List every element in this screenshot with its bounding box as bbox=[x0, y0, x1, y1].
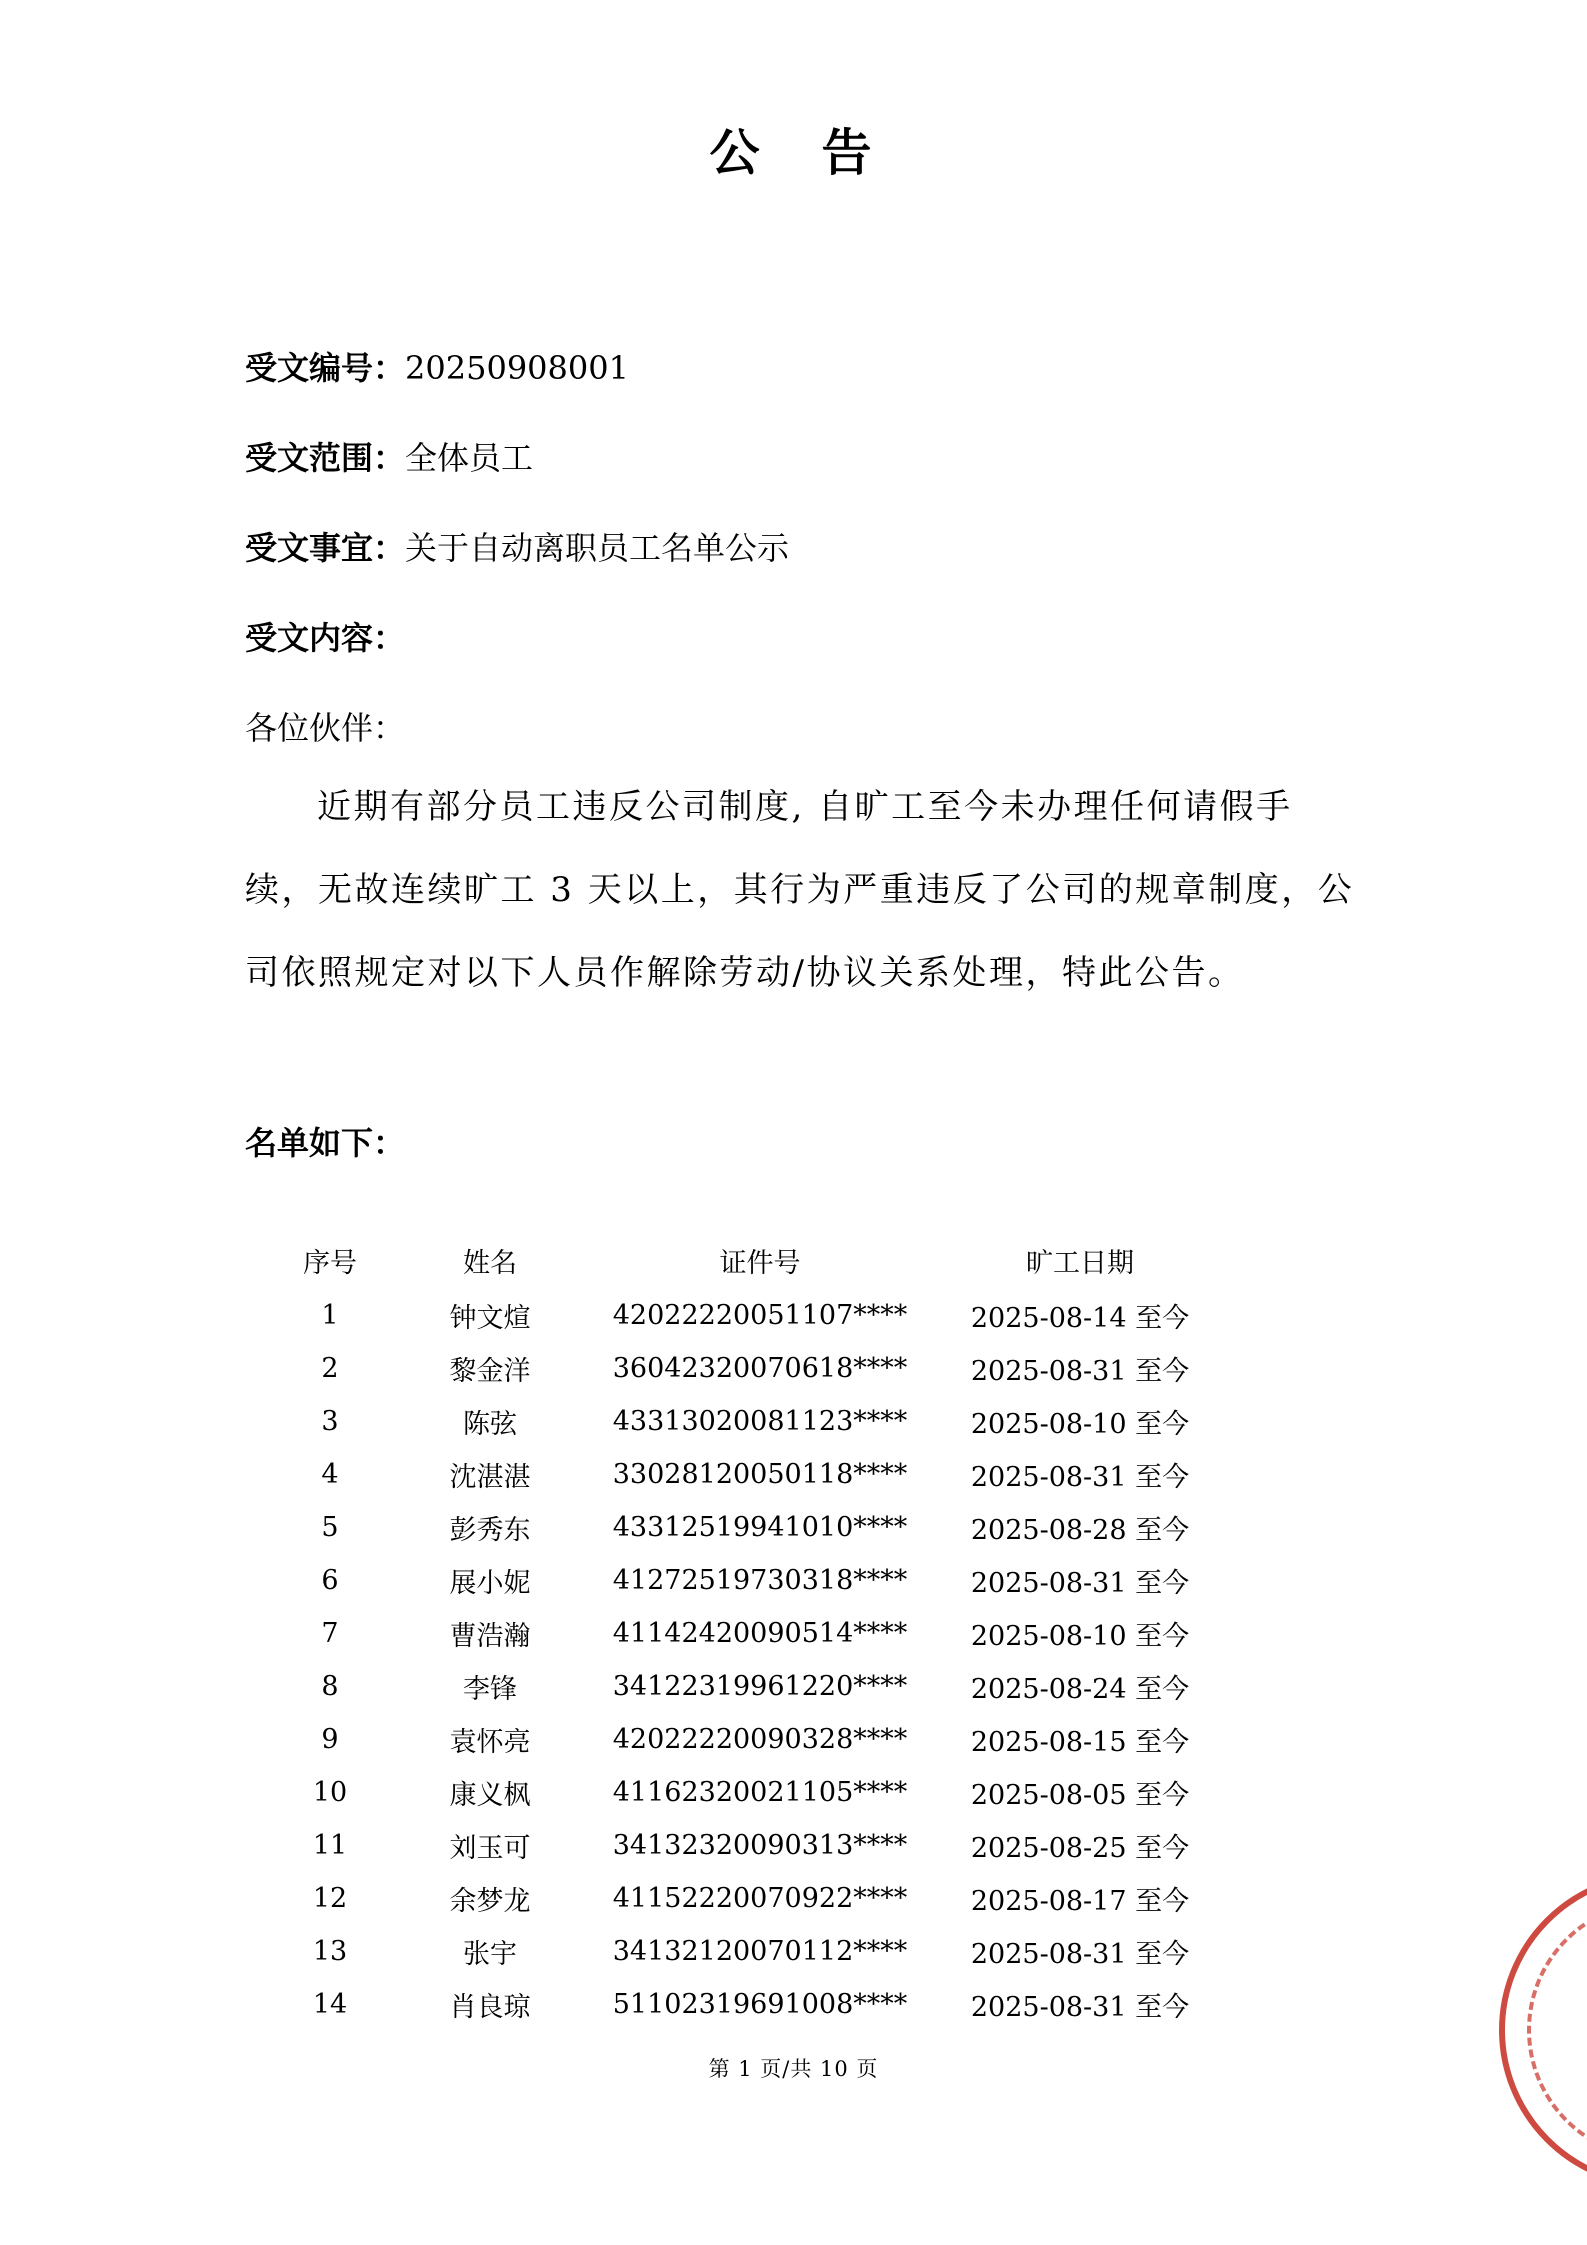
absence-date: 2025-08-14 至今 bbox=[970, 1303, 1190, 1334]
employee-name: 曹浩瀚 bbox=[449, 1621, 531, 1652]
field-scope-value: 全体员工 bbox=[405, 439, 534, 477]
id-number: 33028120050118**** bbox=[612, 1459, 908, 1490]
table-row bbox=[280, 1660, 1240, 1713]
paragraph-line: 司依照规定对以下人员作解除劳动/协议关系处理，特此公告。 bbox=[245, 953, 1245, 993]
header-index: 序号 bbox=[303, 1247, 357, 1279]
field-scope-label: 受文范围： bbox=[245, 439, 406, 477]
row-index: 1 bbox=[321, 1300, 339, 1331]
salutation: 各位伙伴： bbox=[245, 709, 406, 747]
field-doc-number bbox=[245, 348, 1587, 388]
field-scope bbox=[245, 438, 1587, 478]
table-row bbox=[280, 1395, 1240, 1448]
absence-date: 2025-08-25 至今 bbox=[970, 1833, 1190, 1864]
employee-name: 刘玉可 bbox=[449, 1833, 531, 1864]
company-seal-stamp bbox=[1499, 1872, 1587, 2188]
employee-name: 彭秀东 bbox=[449, 1515, 531, 1546]
header-id-number: 证件号 bbox=[719, 1247, 801, 1279]
row-index: 13 bbox=[312, 1936, 348, 1967]
employee-name: 肖良琼 bbox=[449, 1992, 531, 2023]
id-number: 41272519730318**** bbox=[612, 1565, 908, 1596]
employee-name: 陈弦 bbox=[463, 1409, 517, 1440]
row-index: 10 bbox=[312, 1777, 348, 1808]
header-fields bbox=[245, 348, 1587, 658]
id-number: 34122319961220**** bbox=[612, 1671, 908, 1702]
table-row bbox=[280, 1607, 1240, 1660]
id-number: 34132320090313**** bbox=[612, 1830, 908, 1861]
roster-table bbox=[280, 1231, 1240, 2031]
row-index: 2 bbox=[321, 1353, 339, 1384]
id-number: 41142420090514**** bbox=[612, 1618, 908, 1649]
field-doc-number-label: 受文编号： bbox=[245, 349, 406, 387]
roster-table-header bbox=[280, 1231, 1240, 1289]
employee-name: 康义枫 bbox=[449, 1780, 531, 1811]
row-index: 12 bbox=[312, 1883, 348, 1914]
absence-date: 2025-08-28 至今 bbox=[970, 1515, 1190, 1546]
employee-name: 黎金洋 bbox=[449, 1356, 531, 1387]
field-subject-label: 受文事宜： bbox=[245, 529, 406, 567]
paragraph-line: 续，无故连续旷工 3 天以上，其行为严重违反了公司的规章制度，公 bbox=[245, 870, 1355, 910]
id-number: 42022220051107**** bbox=[612, 1300, 908, 1331]
absence-date: 2025-08-24 至今 bbox=[970, 1674, 1190, 1705]
table-row bbox=[280, 1713, 1240, 1766]
page-number: 第 1 页/共 10 页 bbox=[708, 2057, 879, 2081]
table-row bbox=[280, 1819, 1240, 1872]
row-index: 14 bbox=[312, 1989, 348, 2020]
absence-date: 2025-08-31 至今 bbox=[970, 1568, 1190, 1599]
absence-date: 2025-08-15 至今 bbox=[970, 1727, 1190, 1758]
row-index: 7 bbox=[321, 1618, 339, 1649]
field-subject bbox=[245, 528, 1587, 568]
id-number: 41162320021105**** bbox=[612, 1777, 908, 1808]
page-title: 公 告 bbox=[709, 123, 878, 182]
absence-date: 2025-08-17 至今 bbox=[970, 1886, 1190, 1917]
field-doc-number-value: 20250908001 bbox=[405, 349, 629, 387]
employee-name: 钟文煊 bbox=[449, 1303, 531, 1334]
table-row bbox=[280, 1554, 1240, 1607]
row-index: 6 bbox=[321, 1565, 339, 1596]
row-index: 9 bbox=[321, 1724, 339, 1755]
row-index: 5 bbox=[321, 1512, 339, 1543]
body-paragraph bbox=[245, 766, 1365, 1015]
absence-date: 2025-08-31 至今 bbox=[970, 1939, 1190, 1970]
id-number: 42022220090328**** bbox=[612, 1724, 908, 1755]
list-intro: 名单如下： bbox=[245, 1124, 406, 1162]
roster-table-body bbox=[280, 1289, 1240, 2031]
employee-name: 余梦龙 bbox=[449, 1886, 531, 1917]
absence-date: 2025-08-10 至今 bbox=[970, 1621, 1190, 1652]
field-content-label: 受文内容： bbox=[245, 619, 406, 657]
absence-date: 2025-08-31 至今 bbox=[970, 1462, 1190, 1493]
id-number: 41152220070922**** bbox=[612, 1883, 908, 1914]
table-row bbox=[280, 1925, 1240, 1978]
table-row bbox=[280, 1289, 1240, 1342]
employee-name: 展小妮 bbox=[449, 1568, 531, 1599]
table-row bbox=[280, 1872, 1240, 1925]
employee-name: 张宇 bbox=[463, 1939, 517, 1970]
table-row bbox=[280, 1978, 1240, 2031]
id-number: 43312519941010**** bbox=[612, 1512, 908, 1543]
id-number: 34132120070112**** bbox=[612, 1936, 908, 1967]
row-index: 11 bbox=[312, 1830, 348, 1861]
company-seal-stamp-inner-ring bbox=[1527, 1900, 1587, 2160]
table-row bbox=[280, 1766, 1240, 1819]
header-absence-date: 旷工日期 bbox=[1026, 1247, 1134, 1279]
absence-date: 2025-08-10 至今 bbox=[970, 1409, 1190, 1440]
row-index: 8 bbox=[321, 1671, 339, 1702]
id-number: 36042320070618**** bbox=[612, 1353, 908, 1384]
table-row bbox=[280, 1342, 1240, 1395]
employee-name: 李锋 bbox=[463, 1674, 517, 1705]
table-row bbox=[280, 1501, 1240, 1554]
absence-date: 2025-08-31 至今 bbox=[970, 1356, 1190, 1387]
field-content bbox=[245, 618, 1587, 658]
absence-date: 2025-08-31 至今 bbox=[970, 1992, 1190, 2023]
id-number: 43313020081123**** bbox=[612, 1406, 908, 1437]
field-subject-value: 关于自动离职员工名单公示 bbox=[405, 529, 790, 567]
id-number: 51102319691008**** bbox=[612, 1989, 908, 2020]
header-name: 姓名 bbox=[463, 1247, 517, 1279]
table-row bbox=[280, 1448, 1240, 1501]
absence-date: 2025-08-05 至今 bbox=[970, 1780, 1190, 1811]
employee-name: 袁怀亮 bbox=[449, 1727, 531, 1758]
row-index: 4 bbox=[321, 1459, 339, 1490]
employee-name: 沈湛湛 bbox=[449, 1462, 531, 1493]
paragraph-line: 近期有部分员工违反公司制度, 自旷工至今未办理任何请假手 bbox=[317, 787, 1293, 827]
row-index: 3 bbox=[321, 1406, 339, 1437]
